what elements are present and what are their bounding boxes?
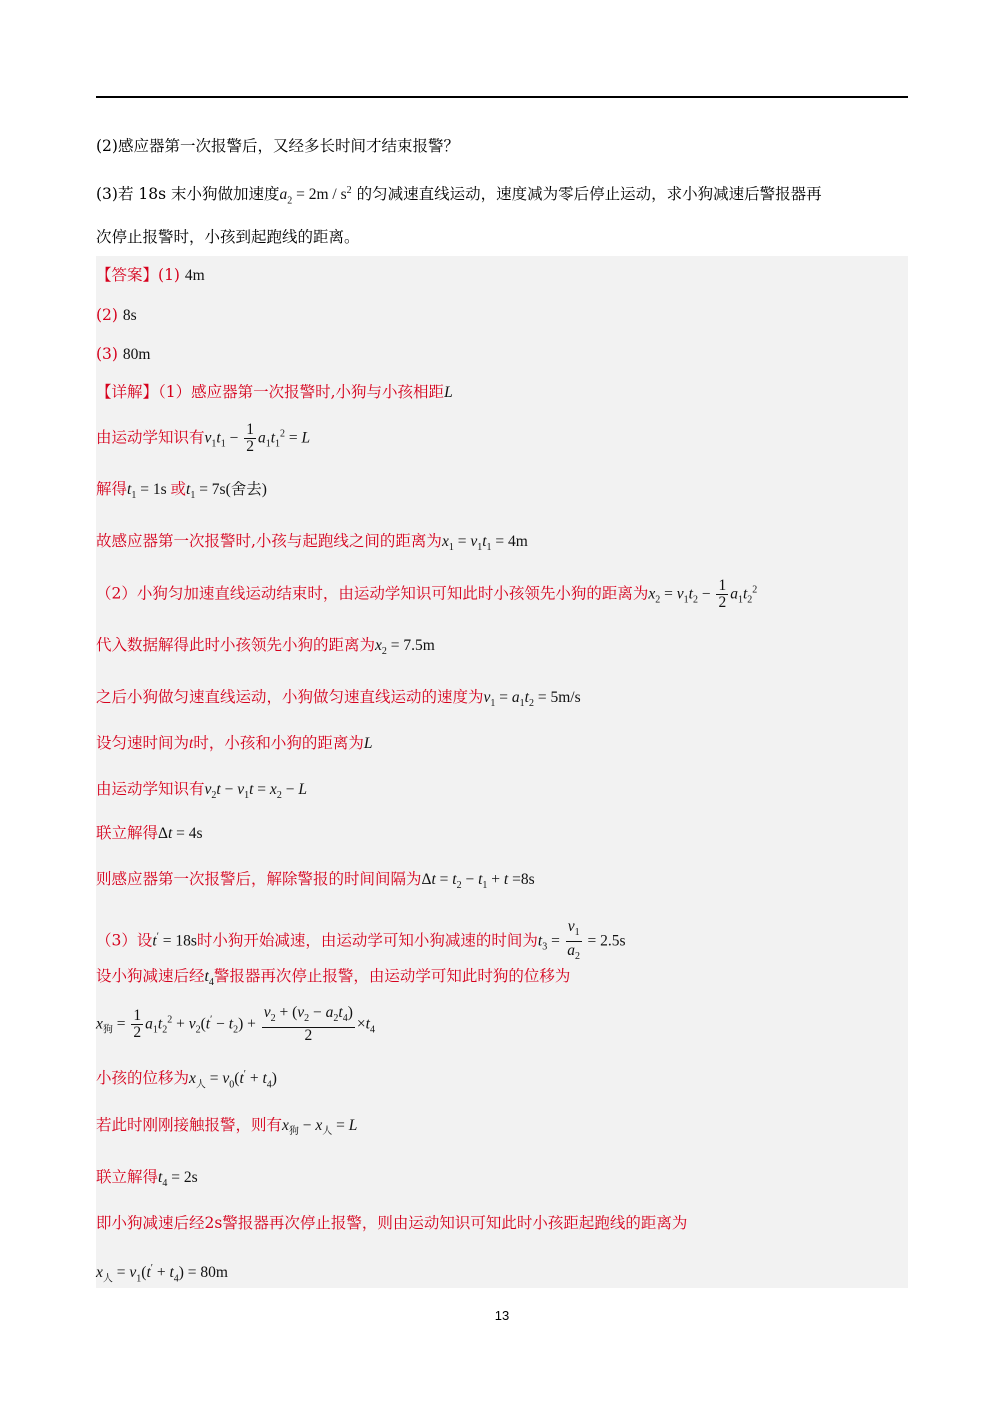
page-number: 13 (494, 1308, 510, 1323)
question-2: (2)感应器第一次报警后，又经多长时间才结束报警？ (96, 137, 459, 155)
detail-line-10: 联立解得Δt = 4s (96, 824, 203, 842)
detail-line-8: 设匀速时间为t时，小孩和小狗的距离为L (96, 734, 373, 752)
detail-line-19: $x_人 = v_1(t' + t_4) = 80m$ (96, 1263, 228, 1285)
detail-line-11: 则感应器第一次报警后，解除警报的时间间隔为$\Delta t = t_2 - t_1 + t =8s$ (96, 870, 535, 892)
answer-3: (3) 80m (96, 345, 151, 363)
question-3-line-1: (3)若 18s 末小狗做加速度$a_2 = 2m / s^2$ 的匀减速直线运动，速度减为零后停止运动，求小狗减速后警报器再 (96, 185, 822, 207)
answer-2: (2) 8s (96, 306, 137, 324)
detail-line-17: 联立解得$t_4 = 2s$ (96, 1168, 198, 1190)
detail-line-16: 若此时刚刚接触报警，则有$x_狗 - x_人 = L$ (96, 1116, 358, 1138)
detail-line-1: 【详解】（1）感应器第一次报警时,小狗与小孩相距L (96, 383, 453, 401)
detail-line-9: 由运动学知识有$v_2t - v_1t = x_2 - L$ (96, 780, 307, 802)
detail-line-2: 由运动学知识有$v_1t_1$ − $\frac{1}{2}$ $a_1t_1^2 = L$ (96, 421, 311, 455)
detail-line-7: 之后小狗做匀速直线运动，小狗做匀速直线运动的速度为$v_1 = a_1t_2 = 5m/s$ (96, 688, 581, 710)
detail-line-4: 故感应器第一次报警时,小孩与起跑线之间的距离为$x_1 = v_1t_1 = 4m$ (96, 532, 528, 554)
detail-line-5: （2）小狗匀加速直线运动结束时，由运动学知识可知此时小孩领先小狗的距离为$x_2 = v_1t_2$ − $\frac{1}{2}$ $a_1t_2^2$ (96, 577, 758, 611)
detail-line-15: 小孩的位移为$x_人 = v_0(t' + t_4)$ (96, 1069, 277, 1091)
answer-1: 【答案】(1) 4m (96, 266, 205, 284)
header-rule (96, 96, 908, 98)
detail-line-12: （3）设t′ = 18s时小狗开始减速，由运动学可知小狗减速的时间为$t_3$ = $\frac{v_1}{a_2}$ = 2.5s (96, 918, 626, 963)
detail-line-14: $x_狗$ = $\frac{1}{2}$ $a_1t_2^2 + v_2(t' - t_2)$ + $\frac{v_2 + (v_2 - a_2t_4)}{2}$ $\times t_4$ (96, 1004, 375, 1045)
question-3-line-2: 次停止报警时，小孩到起跑线的距离。 (96, 228, 360, 246)
detail-line-3: 解得$t_1 = 1s$ 或$t_1 = 7s$(舍去) (96, 480, 267, 502)
detail-line-13: 设小狗减速后经$t_4$警报器再次停止报警，由运动学可知此时狗的位移为 (96, 967, 571, 989)
detail-line-6: 代入数据解得此时小孩领先小狗的距离为$x_2 = 7.5m$ (96, 636, 435, 658)
detail-line-18: 即小狗减速后经2s警报器再次停止报警，则由运动知识可知此时小孩距起跑线的距离为 (96, 1214, 688, 1232)
